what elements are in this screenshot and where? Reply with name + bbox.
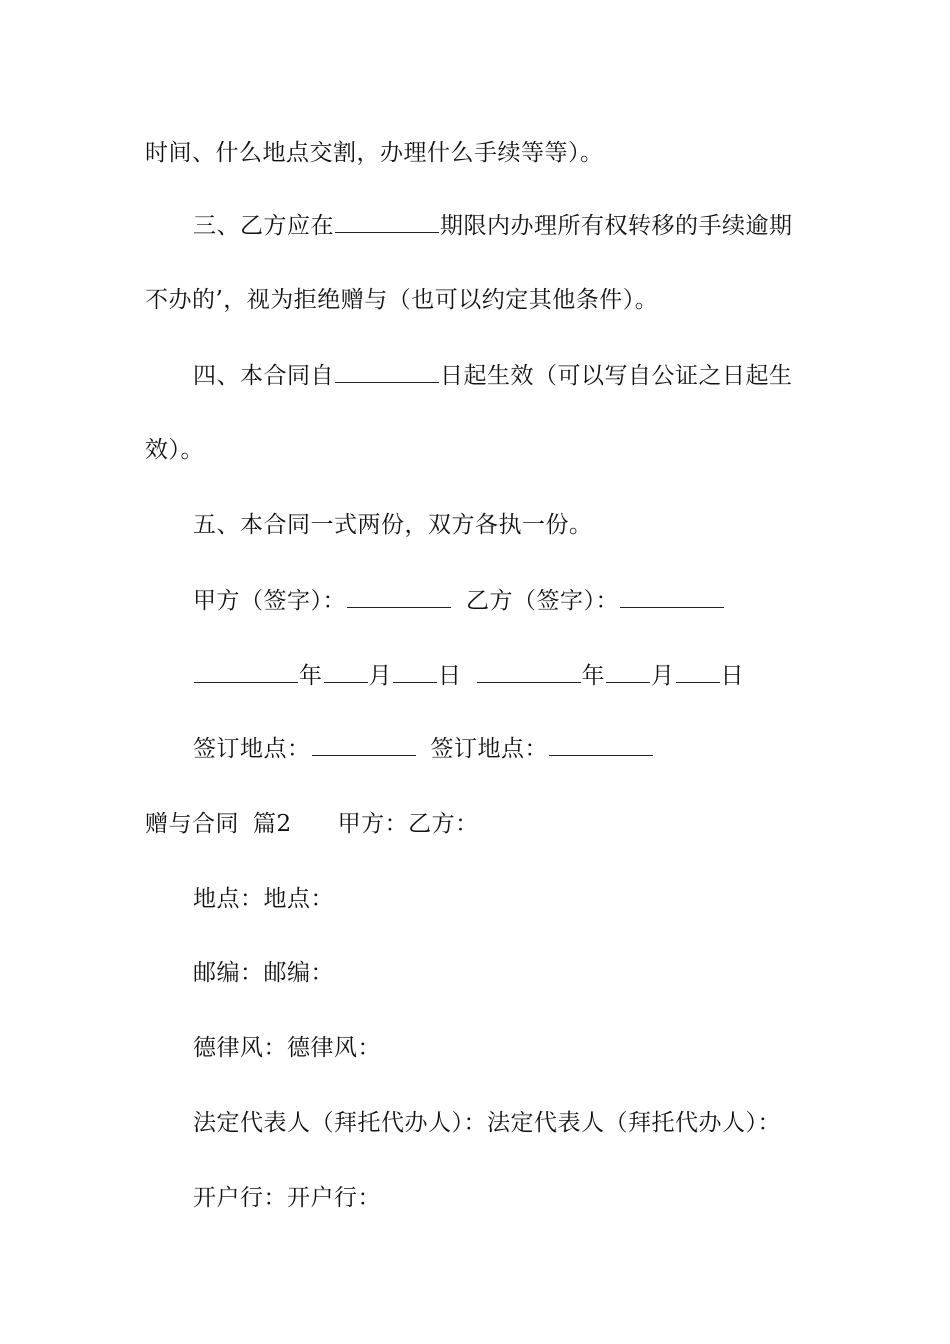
party-a-sign-label: 甲方（签字）： [193, 588, 346, 614]
blank-field[interactable] [335, 210, 439, 233]
signature-line [193, 585, 873, 616]
date-line [193, 660, 873, 691]
month-label: 月 [368, 663, 392, 689]
party-b-sign-label: 乙方（签字）： [466, 588, 619, 614]
day-label: 日 [438, 663, 462, 689]
year-field[interactable] [477, 660, 581, 683]
blank-field[interactable] [335, 360, 439, 383]
clause-four [193, 360, 873, 391]
day-field[interactable] [676, 660, 720, 683]
signing-place-line [193, 733, 873, 764]
representative-line: 法定代表人（拜托代办人）：法定代表人（拜托代办人）： [193, 1110, 781, 1136]
party-b-sign-field[interactable] [620, 585, 724, 608]
day-label: 日 [720, 663, 744, 689]
clause-four-continued: 效）。 [145, 437, 204, 463]
bank-line: 开户行：开户行： [193, 1185, 381, 1211]
year-label: 年 [299, 663, 323, 689]
part-number: 篇2 [253, 811, 292, 837]
clause-three-text-end: 期限内办理所有权转移的手续逾期 [440, 213, 793, 239]
paragraph-line-1: 时间、什么地点交割，办理什么手续等等）。 [145, 140, 604, 166]
clause-three-continued: 不办的’，视为拒绝赠与（也可以约定其他条件）。 [145, 287, 659, 313]
year-label: 年 [581, 663, 605, 689]
contract-title: 赠与合同 [145, 811, 239, 837]
clause-four-text-start: 四、本合同自 [193, 363, 334, 389]
month-label: 月 [651, 663, 675, 689]
place-b-label: 签订地点： [430, 736, 548, 762]
place-b-field[interactable] [549, 733, 653, 756]
month-field[interactable] [324, 660, 368, 683]
place-a-field[interactable] [312, 733, 416, 756]
address-line: 地点：地点： [193, 886, 334, 912]
parties-label: 甲方：乙方： [337, 811, 479, 837]
clause-four-text-end: 日起生效（可以写自公证之日起生 [440, 363, 793, 389]
year-field[interactable] [194, 660, 298, 683]
clause-three-text-start: 三、乙方应在 [193, 213, 334, 239]
party-a-sign-field[interactable] [347, 585, 451, 608]
place-a-label: 签订地点： [193, 736, 311, 762]
clause-five: 五、本合同一式两份，双方各执一份。 [193, 512, 593, 538]
day-field[interactable] [393, 660, 437, 683]
clause-three [193, 210, 873, 241]
month-field[interactable] [606, 660, 650, 683]
section-heading [145, 809, 825, 839]
telephone-line: 德律风：德律风： [193, 1035, 381, 1061]
postcode-line: 邮编：邮编： [193, 960, 334, 986]
